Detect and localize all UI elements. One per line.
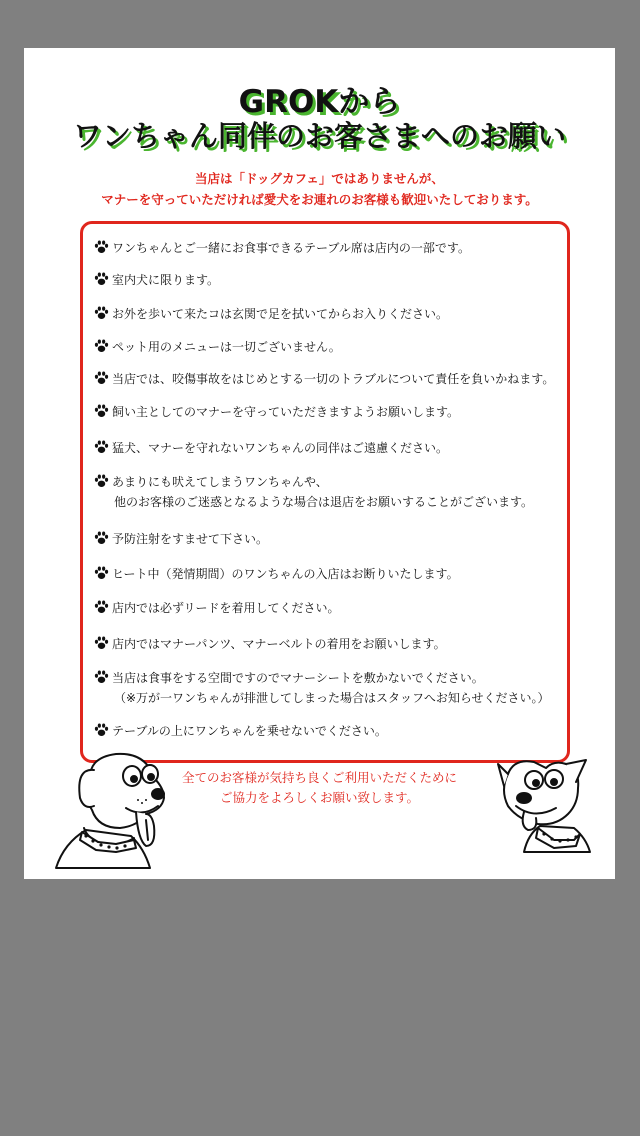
rule-item	[94, 337, 341, 357]
paw-icon	[94, 339, 109, 353]
paw-icon	[94, 566, 109, 580]
rule-item	[94, 438, 448, 458]
dog-illustration-left	[46, 748, 166, 873]
paw-icon	[94, 670, 109, 684]
rule-text: 飼い主としてのマナーを守っていただきますようお願いします。	[112, 405, 460, 419]
rule-text: ペット用のメニューは一切ございません。	[112, 340, 341, 354]
paw-icon	[94, 306, 109, 320]
rule-text: お外を歩いて来たコは玄関で足を拭いてからお入りください。	[112, 307, 449, 321]
rule-item	[94, 634, 446, 654]
rule-item	[94, 564, 459, 584]
paw-icon	[94, 404, 109, 418]
dog-illustration-right	[494, 754, 594, 854]
rule-text: ワンちゃんとご一緒にお食事できるテーブル席は店内の一部です。	[112, 241, 470, 255]
subtitle	[24, 168, 615, 210]
rule-text: ヒート中（発情期間）のワンちゃんの入店はお断りいたします。	[112, 567, 459, 581]
paw-icon	[94, 272, 109, 286]
rule-item	[94, 270, 219, 290]
rule-item	[94, 402, 459, 422]
footer-line-1: 全てのお客様が気持ち良くご利用いただくために	[181, 770, 457, 785]
rule-text: 予防注射をすませて下さい。	[112, 532, 269, 546]
rule-item	[94, 369, 554, 389]
rule-item	[94, 529, 268, 549]
rule-text: 店内ではマナーパンツ、マナーベルトの着用をお願いします。	[112, 637, 446, 651]
rule-text: 室内犬に限ります。	[112, 273, 220, 287]
subtitle-line-1: 当店は「ドッグカフェ」ではありませんが、	[195, 171, 444, 186]
rule-item	[94, 304, 448, 324]
rule-item	[94, 598, 340, 618]
rule-text: あまりにも吠えてしまうワンちゃんや、	[112, 475, 328, 489]
paw-icon	[94, 440, 109, 454]
paw-icon	[94, 636, 109, 650]
subtitle-line-2: マナーを守っていただければ愛犬をお連れのお客様も歓迎いたしております。	[101, 192, 538, 207]
rule-item	[94, 721, 387, 741]
title-line-2: ワンちゃん同伴のお客さまへのお願い	[72, 119, 566, 153]
rule-text: 猛犬、マナーを守れないワンちゃんの同伴はご遠慮ください。	[112, 441, 449, 455]
rule-note: 他のお客様のご迷惑となるような場合は退店をお願いすることがございます。	[114, 495, 534, 509]
rule-text: 当店では、咬傷事故をはじめとする一切のトラブルについて責任を負いかねます。	[112, 372, 555, 386]
rule-text: テーブルの上にワンちゃんを乗せないでください。	[112, 724, 387, 738]
title-line-1: GROKから	[238, 84, 401, 120]
footer-line-2: ご協力をよろしくお願い致します。	[219, 790, 419, 805]
paw-icon	[94, 531, 109, 545]
paw-icon	[94, 600, 109, 614]
rule-item	[94, 668, 549, 708]
rule-text: 当店は食事をする空間ですのでマナーシートを敷かないでください。	[112, 671, 484, 685]
paw-icon	[94, 371, 109, 385]
paw-icon	[94, 474, 109, 488]
paw-icon	[94, 240, 109, 254]
paw-icon	[94, 723, 109, 737]
rule-note: （※万が一ワンちゃんが排泄してしまった場合はスタッフへお知らせください。）	[114, 691, 550, 705]
rule-item	[94, 472, 533, 512]
rule-text: 店内では必ずリードを着用してください。	[112, 601, 340, 615]
notice-sheet	[24, 48, 615, 879]
rule-item	[94, 238, 470, 258]
